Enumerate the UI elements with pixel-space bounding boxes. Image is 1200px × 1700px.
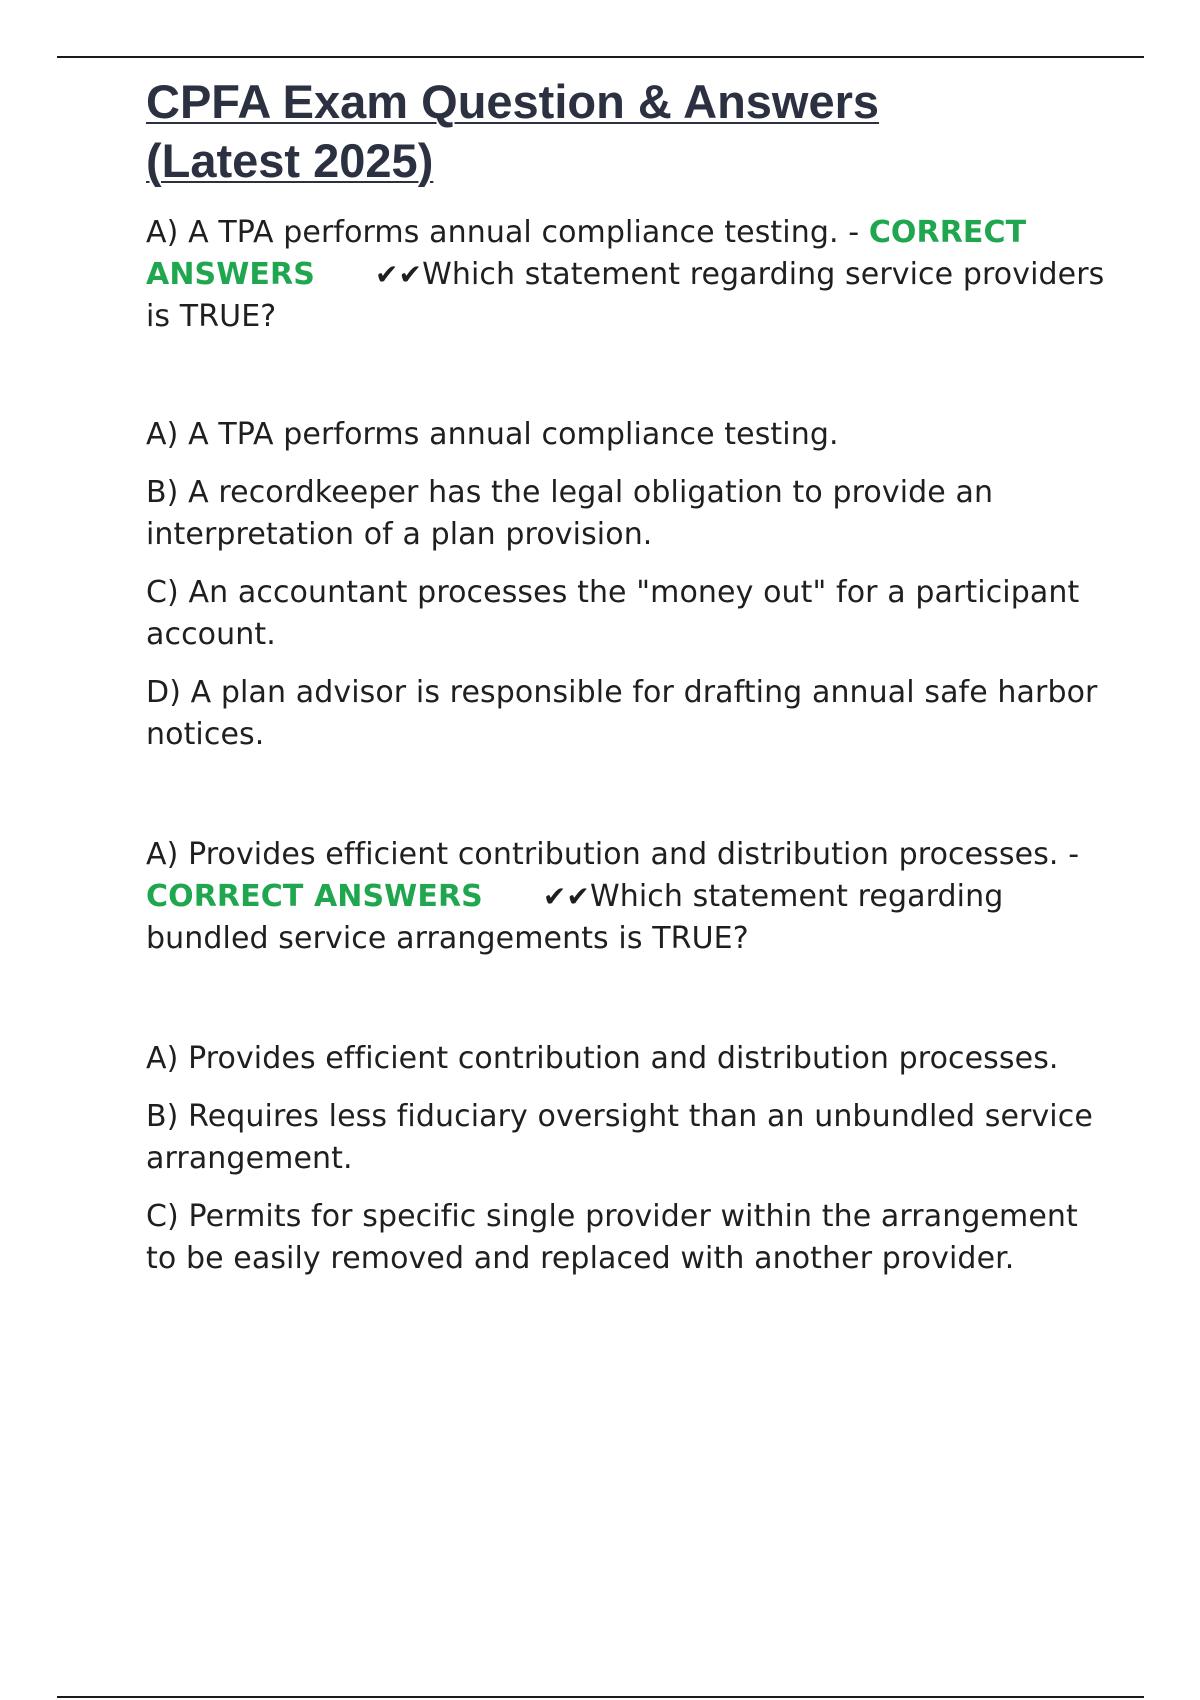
question-1-correct-label: CORRECT ANSWERS	[146, 215, 1027, 292]
title-line-2: (Latest 2025)	[146, 134, 434, 187]
question-2-text: Which statement regarding bundled service arrangements is TRUE?	[146, 879, 1004, 956]
question-2-correct-label: CORRECT ANSWERS	[146, 879, 483, 914]
question-2-answer-prefix: A) Provides efficient contribution and distribution processes. -	[146, 837, 1080, 872]
question-2-header	[146, 834, 1106, 960]
question-1-option-c: C) An accountant processes the "money out" for a participant account.	[146, 575, 1080, 652]
question-2-option-c: C) Permits for specific single provider within the arrangement to be easily removed and replaced with another provider.	[146, 1199, 1078, 1276]
question-1-answer-prefix: A) A TPA performs annual compliance testing. -	[146, 215, 869, 250]
title-line-1: CPFA Exam Question & Answers	[146, 75, 880, 128]
question-1-option-b: B) A recordkeeper has the legal obligation to provide an interpretation of a plan provision.	[146, 475, 994, 552]
question-1-option-a: A) A TPA performs annual compliance testing.	[146, 417, 839, 452]
question-2-option-a: A) Provides efficient contribution and distribution processes.	[146, 1041, 1059, 1076]
question-1-text: Which statement regarding service providers is TRUE?	[146, 257, 1105, 334]
question-1-checkmarks: ✔✔	[374, 258, 423, 291]
question-1-option-d: D) A plan advisor is responsible for drafting annual safe harbor notices.	[146, 675, 1098, 752]
top-divider	[57, 56, 1144, 58]
question-2-option-b: B) Requires less fiduciary oversight than an unbundled service arrangement.	[146, 1099, 1093, 1176]
bottom-divider	[57, 1696, 1144, 1698]
document-title	[146, 72, 1106, 190]
question-2-checkmarks: ✔✔	[542, 880, 590, 913]
question-1-header	[146, 212, 1106, 338]
document-body	[146, 72, 1106, 1296]
